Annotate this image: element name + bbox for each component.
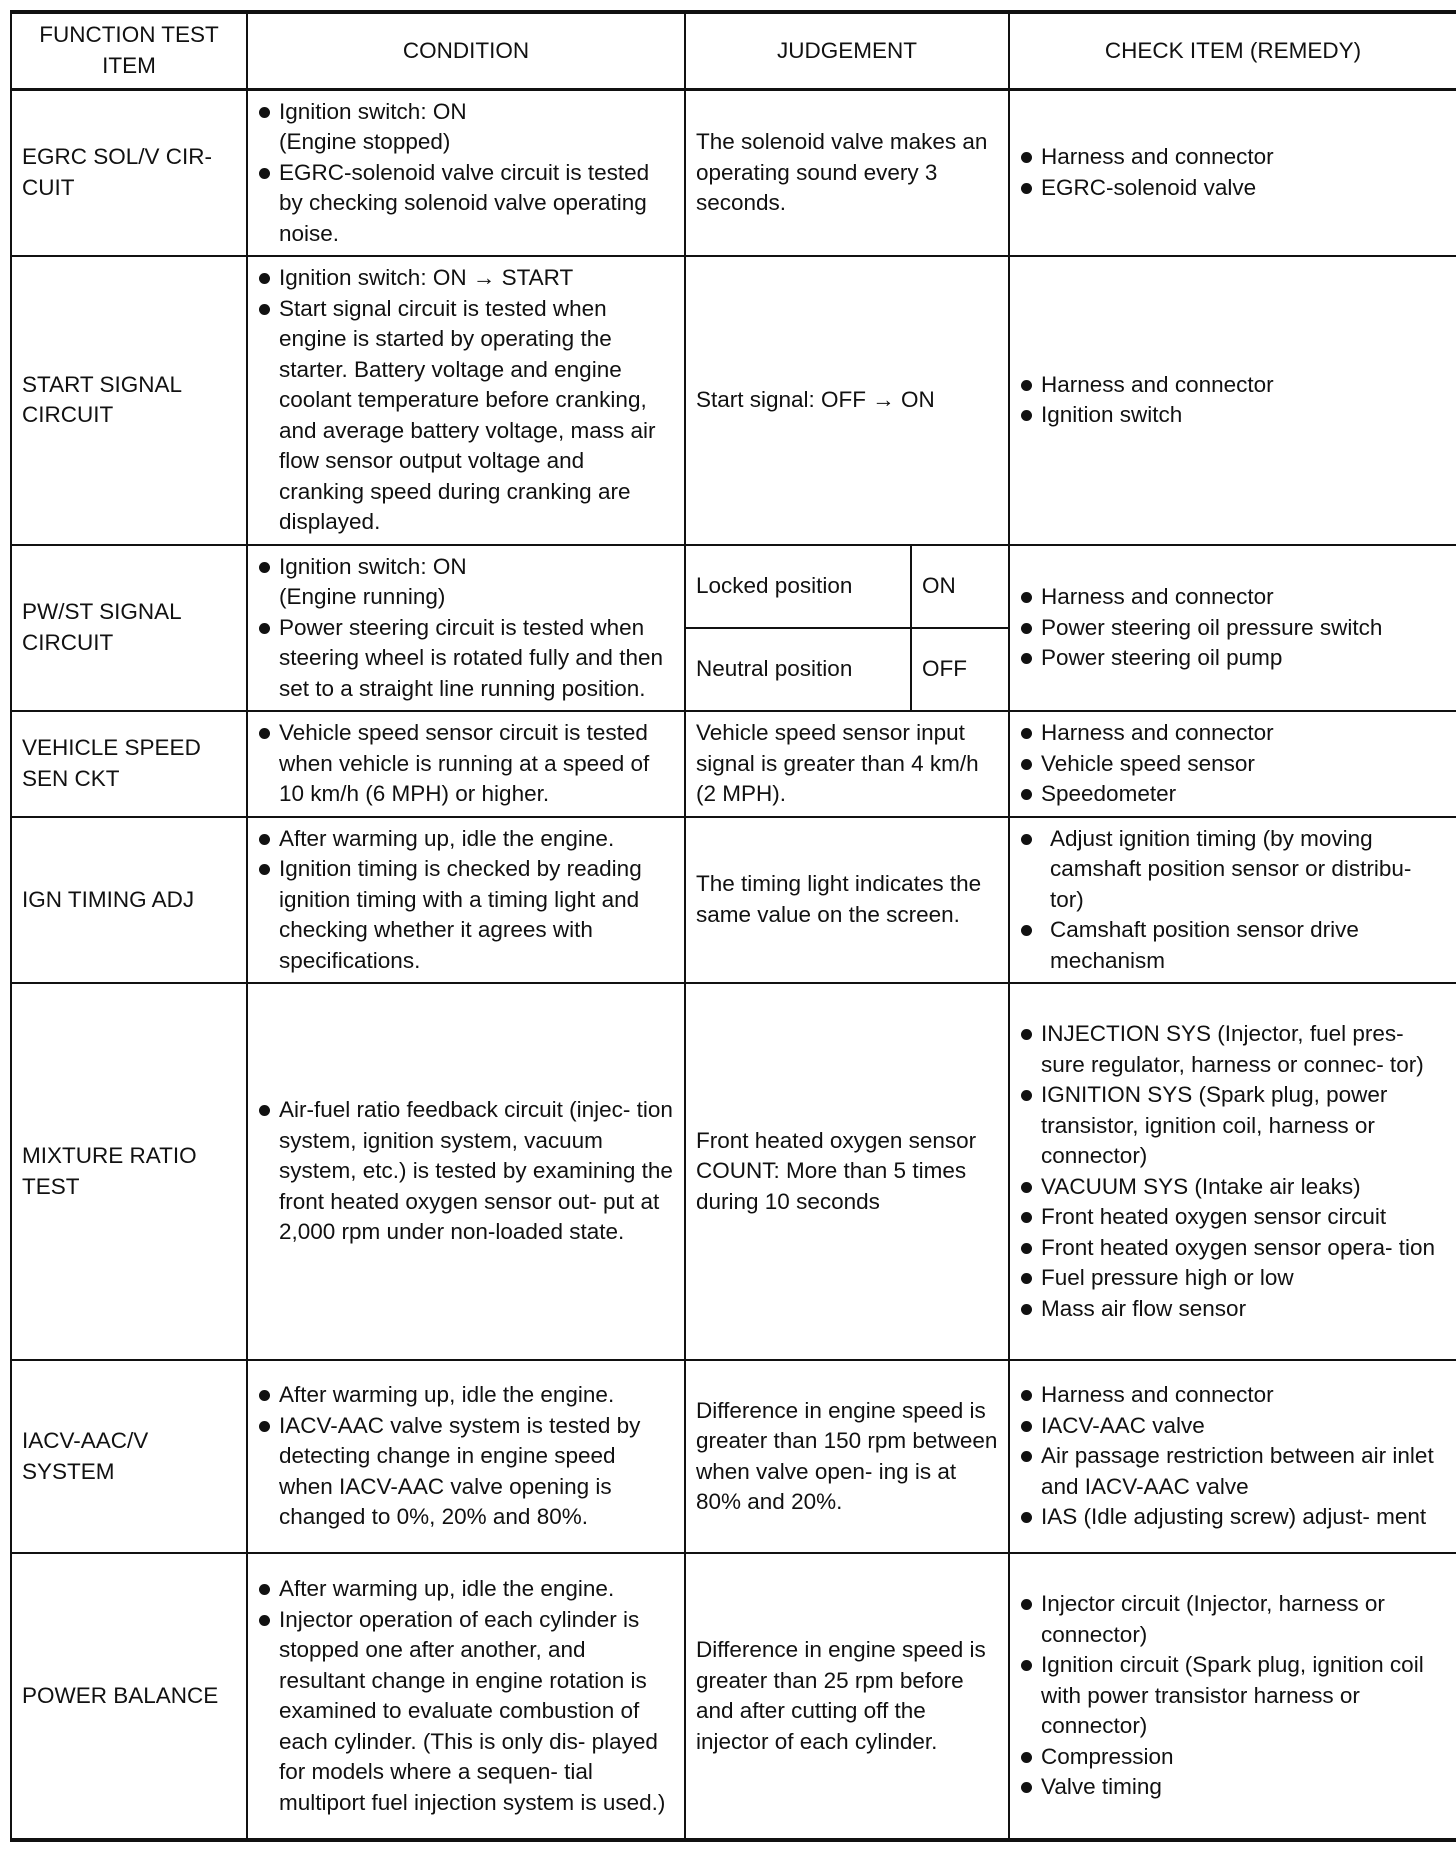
- function-item: EGRC SOL/V CIR- CUIT: [11, 89, 247, 256]
- table-row: [11, 89, 1456, 256]
- check-item: IACV-AAC valve: [1020, 1411, 1446, 1442]
- function-item: VEHICLE SPEED SEN CKT: [11, 711, 247, 817]
- check-item: Ignition circuit (Spark plug, ignition coil with power transistor harness or connector): [1020, 1650, 1446, 1742]
- header-condition: CONDITION: [247, 12, 685, 89]
- check-item: Ignition switch: [1020, 400, 1446, 431]
- header-check-item: CHECK ITEM (REMEDY): [1009, 12, 1456, 89]
- condition-line: After warming up, idle the engine.: [258, 824, 674, 855]
- check-item: Front heated oxygen sensor opera- tion: [1020, 1233, 1446, 1264]
- judgement-state: OFF: [911, 628, 1009, 711]
- check-item: IGNITION SYS (Spark plug, power transistor, ignition coil, harness or connector): [1020, 1080, 1446, 1172]
- condition-line: Start signal circuit is tested when engine is started by operating the starter. Battery voltage and engine coolant temperature before cranking, and average battery voltage, mass air flow sensor output voltage and cranking speed during cranking are displayed.: [258, 294, 674, 538]
- judgement-position: Locked position: [685, 545, 911, 628]
- judgement-position: Neutral position: [685, 628, 911, 711]
- condition-line: Ignition switch: ON: [258, 552, 674, 583]
- table-row: [11, 983, 1456, 1360]
- check-item: Front heated oxygen sensor circuit: [1020, 1202, 1446, 1233]
- table-row: [11, 256, 1456, 545]
- function-item: IGN TIMING ADJ: [11, 817, 247, 984]
- condition-line: (Engine running): [279, 584, 446, 609]
- judgement-state: ON: [911, 545, 1009, 628]
- condition-line: Air-fuel ratio feedback circuit (injec- tion system, ignition system, vacuum system, etc.) is tested by examining the front heated oxygen sensor out- put at 2,000 rpm under non-loaded state.: [258, 1095, 674, 1248]
- function-item: IACV-AAC/V SYSTEM: [11, 1360, 247, 1553]
- check-item-cell: [1009, 983, 1456, 1360]
- condition-line: After warming up, idle the engine.: [258, 1574, 674, 1605]
- table-row: [11, 1553, 1456, 1840]
- check-item: Compression: [1020, 1742, 1446, 1773]
- condition-line: Ignition switch: ON: [258, 97, 674, 128]
- condition-line: EGRC-solenoid valve circuit is tested by checking solenoid valve operating noise.: [258, 158, 674, 250]
- judgement-cell: Vehicle speed sensor input signal is greater than 4 km/h (2 MPH).: [685, 711, 1009, 817]
- condition-line: Ignition switch: ON → START: [258, 263, 674, 294]
- function-test-table: [10, 10, 1456, 1842]
- check-item-cell: [1009, 1553, 1456, 1840]
- check-item-cell: [1009, 1360, 1456, 1553]
- condition-cell: [247, 1360, 685, 1553]
- check-item: EGRC-solenoid valve: [1020, 173, 1446, 204]
- condition-line: Power steering circuit is tested when steering wheel is rotated fully and then set to a straight line running position.: [258, 613, 674, 705]
- check-item: Vehicle speed sensor: [1020, 749, 1446, 780]
- function-test-document: [10, 10, 1456, 1842]
- check-item: Valve timing: [1020, 1772, 1446, 1803]
- judgement-cell: Difference in engine speed is greater than 150 rpm between when valve open- ing is at 80% and 20%.: [685, 1360, 1009, 1553]
- table-row: [11, 1360, 1456, 1553]
- check-item: Camshaft position sensor drive mechanism: [1020, 915, 1446, 976]
- check-item-cell: [1009, 711, 1456, 817]
- table-row: [11, 817, 1456, 984]
- check-item: Air passage restriction between air inlet and IACV-AAC valve: [1020, 1441, 1446, 1502]
- check-item: Power steering oil pressure switch: [1020, 613, 1446, 644]
- check-item: Speedometer: [1020, 779, 1446, 810]
- check-item: Injector circuit (Injector, harness or connector): [1020, 1589, 1446, 1650]
- check-item-cell: [1009, 256, 1456, 545]
- condition-cell: [247, 545, 685, 712]
- condition-line: Injector operation of each cylinder is stopped one after another, and resultant change in engine rotation is examined to evaluate combustion of each cylinder. (This is only dis- played for models where a sequen- tial multiport fuel injection system is used.): [258, 1605, 674, 1819]
- condition-line: (Engine stopped): [279, 129, 451, 154]
- check-item: Power steering oil pump: [1020, 643, 1446, 674]
- table-row: [11, 711, 1456, 817]
- condition-line: Ignition timing is checked by reading ignition timing with a timing light and checking whether it agrees with specifications.: [258, 854, 674, 976]
- condition-cell: [247, 256, 685, 545]
- check-item-cell: [1009, 817, 1456, 984]
- condition-line: IACV-AAC valve system is tested by detecting change in engine speed when IACV-AAC valve opening is changed to 0%, 20% and 80%.: [258, 1411, 674, 1533]
- check-item-cell: [1009, 545, 1456, 712]
- check-item: Harness and connector: [1020, 582, 1446, 613]
- judgement-cell: Front heated oxygen sensor COUNT: More than 5 times during 10 seconds: [685, 983, 1009, 1360]
- function-item: PW/ST SIGNAL CIRCUIT: [11, 545, 247, 712]
- check-item: Harness and connector: [1020, 718, 1446, 749]
- check-item: IAS (Idle adjusting screw) adjust- ment: [1020, 1502, 1446, 1533]
- function-item: MIXTURE RATIO TEST: [11, 983, 247, 1360]
- condition-line: Vehicle speed sensor circuit is tested when vehicle is running at a speed of 10 km/h (6 MPH) or higher.: [258, 718, 674, 810]
- condition-cell: [247, 711, 685, 817]
- judgement-cell: The timing light indicates the same value on the screen.: [685, 817, 1009, 984]
- check-item: Harness and connector: [1020, 1380, 1446, 1411]
- check-item: Harness and connector: [1020, 370, 1446, 401]
- header-function-test-item: FUNCTION TEST ITEM: [11, 12, 247, 89]
- judgement-cell: The solenoid valve makes an operating sound every 3 seconds.: [685, 89, 1009, 256]
- check-item: VACUUM SYS (Intake air leaks): [1020, 1172, 1446, 1203]
- check-item: Mass air flow sensor: [1020, 1294, 1446, 1325]
- header-row: [11, 12, 1456, 89]
- condition-line: After warming up, idle the engine.: [258, 1380, 674, 1411]
- function-item: POWER BALANCE: [11, 1553, 247, 1840]
- condition-cell: [247, 817, 685, 984]
- judgement-cell: Difference in engine speed is greater than 25 rpm before and after cutting off the injector of each cylinder.: [685, 1553, 1009, 1840]
- condition-cell: [247, 983, 685, 1360]
- check-item-cell: [1009, 89, 1456, 256]
- condition-cell: [247, 1553, 685, 1840]
- condition-cell: [247, 89, 685, 256]
- check-item: INJECTION SYS (Injector, fuel pres- sure regulator, harness or connec- tor): [1020, 1019, 1446, 1080]
- check-item: Harness and connector: [1020, 142, 1446, 173]
- table-row: [11, 545, 1456, 628]
- function-item: START SIGNAL CIRCUIT: [11, 256, 247, 545]
- judgement-cell: Start signal: OFF → ON: [685, 256, 1009, 545]
- header-judgement: JUDGEMENT: [685, 12, 1009, 89]
- check-item: Fuel pressure high or low: [1020, 1263, 1446, 1294]
- check-item: Adjust ignition timing (by moving camshaft position sensor or distribu- tor): [1020, 824, 1446, 916]
